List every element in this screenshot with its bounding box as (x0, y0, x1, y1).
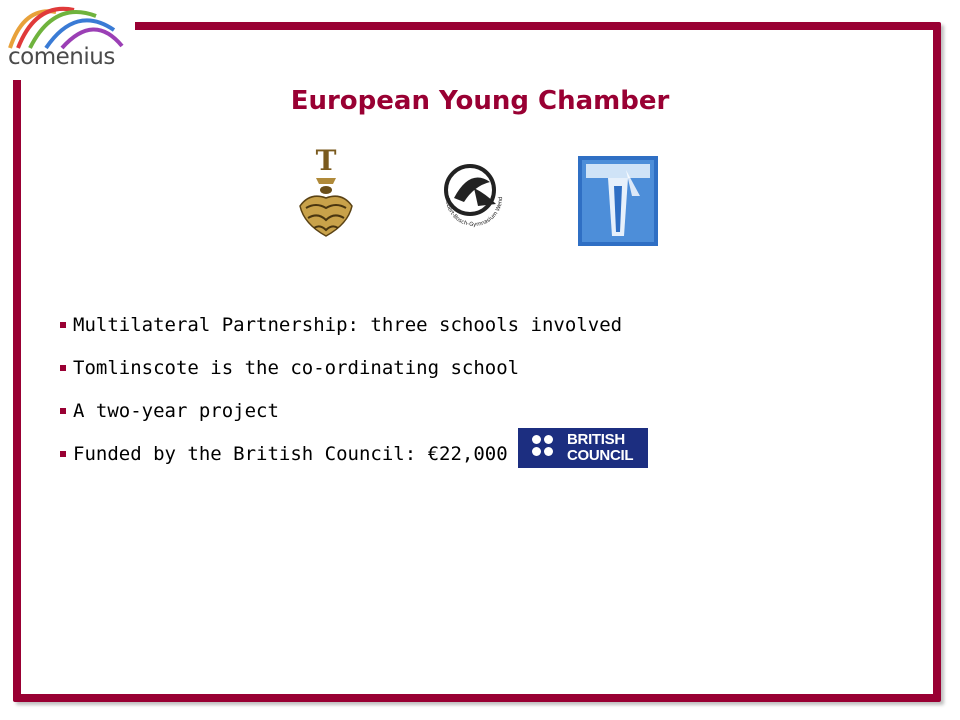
bc-dot-icon (544, 447, 553, 456)
tomlinscote-crest (290, 142, 362, 244)
bullet-marker (60, 365, 66, 371)
british-council-logo (518, 428, 648, 468)
bc-wordmark (567, 432, 633, 464)
bullet-text: Funded by the British Council: €22,000 (73, 443, 508, 465)
bc-dot-icon (544, 435, 553, 444)
gymnasium-name-text: Robert-Bosch-Gymnasium Wend (443, 196, 505, 229)
comenius-wordmark: comenius (8, 44, 115, 70)
crest-letter: T (315, 144, 337, 177)
bc-line1: BRITISH (567, 431, 625, 448)
bullet-marker (60, 408, 66, 414)
bullet-text: A two-year project (73, 400, 279, 422)
bc-dot-icon (532, 447, 541, 456)
bc-dot-icon (532, 435, 541, 444)
slide-title: European Young Chamber (290, 86, 670, 116)
robert-bosch-gymnasium-logo (434, 158, 514, 234)
bullet-text: Tomlinscote is the co-ordinating school (73, 357, 520, 379)
bullet-text: Multilateral Partnership: three schools involved (73, 314, 623, 336)
bullet-marker (60, 322, 66, 328)
comenius-logo-area (0, 0, 135, 80)
bc-line2: COUNCIL (567, 447, 634, 464)
bullet-item (58, 310, 622, 353)
bullet-item (58, 353, 622, 396)
partner-school-tile-logo (578, 156, 658, 246)
bullet-marker (60, 451, 66, 457)
